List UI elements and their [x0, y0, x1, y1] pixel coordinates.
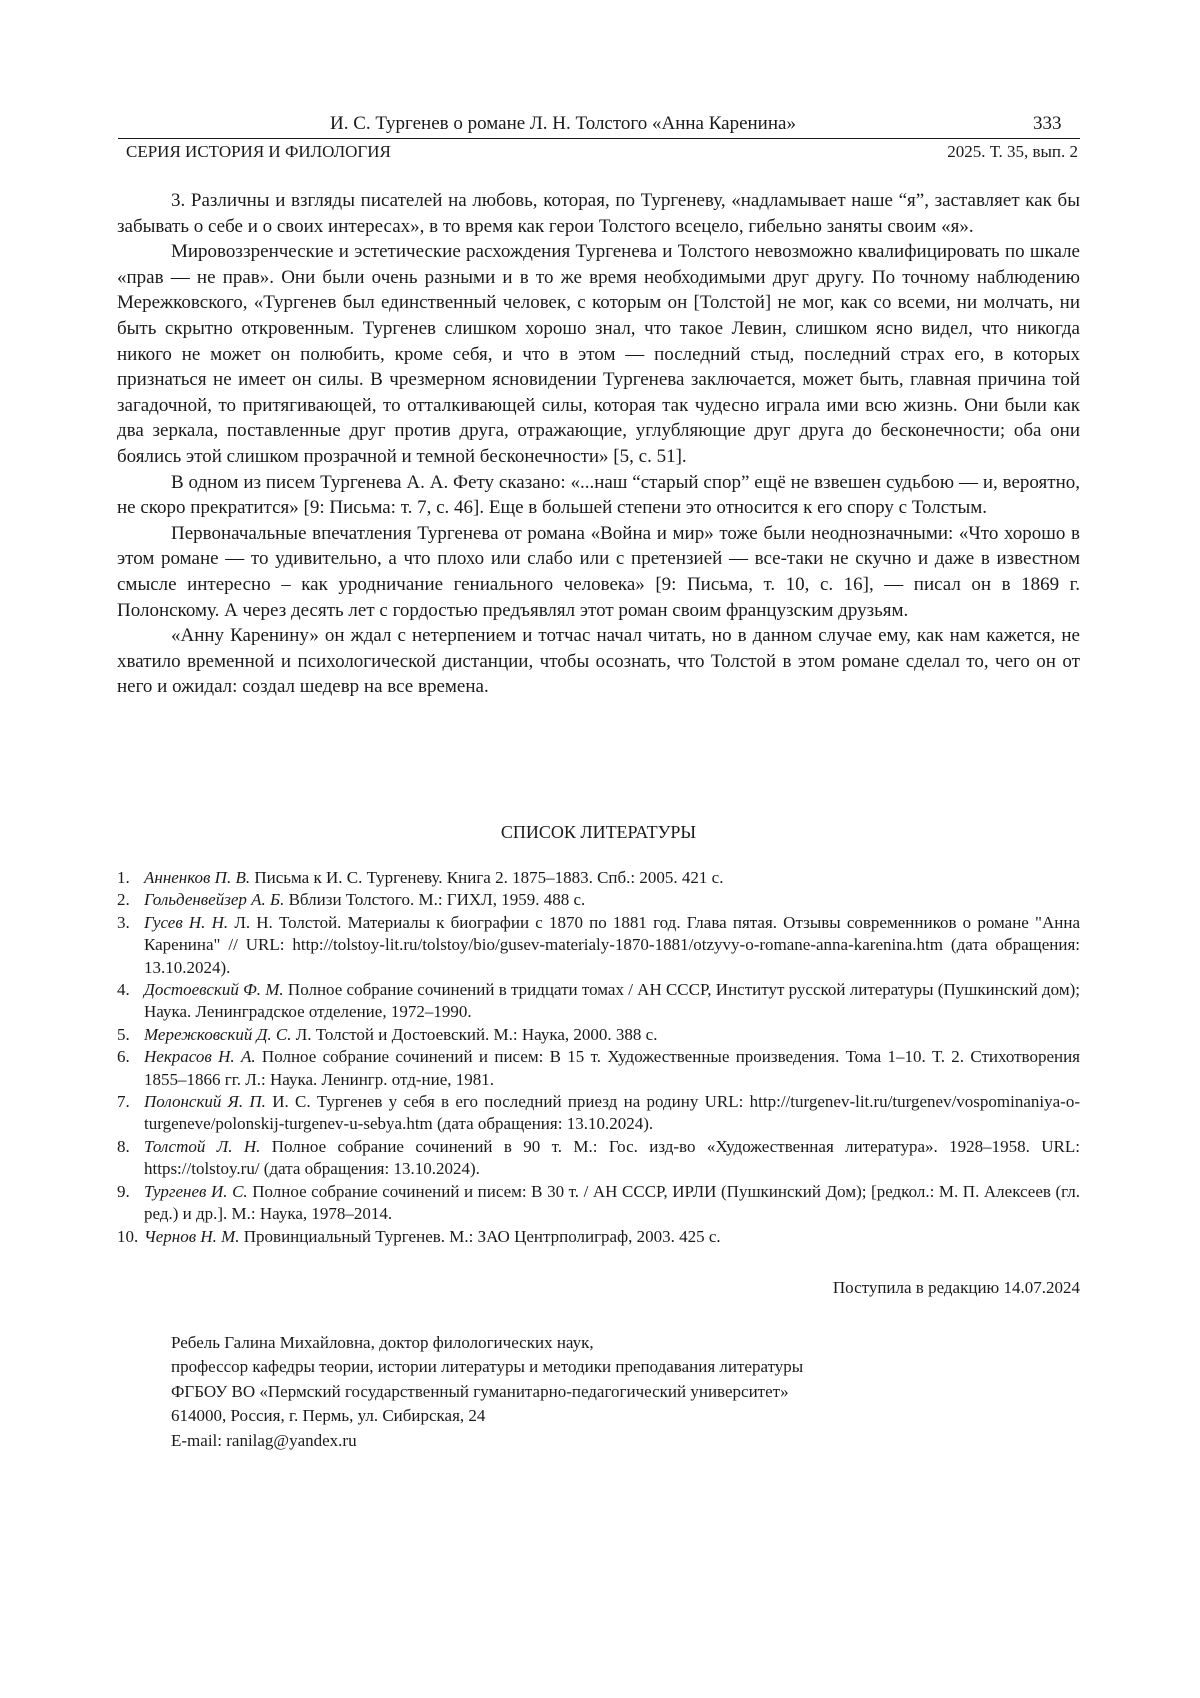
reference-item: [117, 867, 1080, 889]
reference-author: Чернов Н. М.: [144, 1226, 240, 1246]
reference-text: Полное собрание сочинений в 90 т. М.: Гос. изд-во «Художественная литература». 1928–1958. URL: https://tolstoy.ru/ (дата обращения: 13.10.2024).: [144, 1136, 1080, 1179]
page-number: 333: [1033, 113, 1062, 134]
reference-number: 6.: [117, 1047, 130, 1067]
author-line: ФГБОУ ВО «Пермский государственный гуманитарно-педагогический университет»: [171, 1381, 789, 1401]
reference-item: [117, 1136, 1080, 1181]
references-heading: СПИСОК ЛИТЕРАТУРЫ: [500, 822, 697, 842]
issue-info: 2025. Т. 35, вып. 2: [947, 142, 1078, 161]
author-line: 614000, Россия, г. Пермь, ул. Сибирская, 24: [171, 1406, 486, 1426]
body-paragraph: 3. Различны и взгляды писателей на любовь, которая, по Тургеневу, «надламывает наше “я”, заставляет как бы забывать о себе и о своих интересах», в то время как герои Толстого всецело, гибельно заняты своим «я».: [117, 190, 1080, 237]
reference-author: Мережковский Д. С.: [144, 1024, 292, 1044]
author-line: профессор кафедры теории, истории литературы и методики преподавания литературы: [171, 1357, 804, 1377]
body-paragraph: Мировоззренческие и эстетические расхождения Тургенева и Толстого невозможно квалифицировать по шкале «прав — не прав». Они были очень разными и в то же время необходимыми друг другу. По точному наблюдению Мережковского, «Тургенев был единственный человек, с которым он [Толстой] не мог, как со всеми, ни молчать, ни быть скрытно откровенным. Тургенев слишком хорошо знал, что такое Левин, слишком ясно видел, что никогда никого не может он полюбить, кроме себя, и что в этом — последний стыд, последний страх его, в которых признаться не имеет он силы. В чрезмерном ясновидении Тургенева заключается, может быть, главная причина той загадочной, то притягивающей, то отталкивающей силы, которая так чудесно играла ими всю жизнь. Они были как два зеркала, поставленные друг против друга, отражающие, углубляющие друг друга до бесконечности; оба они боялись этой слишком прозрачной и темной бесконечности» [5, с. 51].: [117, 241, 1080, 467]
reference-number: 5.: [117, 1024, 130, 1044]
reference-item: [117, 979, 1080, 1024]
received-date: Поступила в редакцию 14.07.2024: [832, 1278, 1080, 1297]
reference-text: Полное собрание сочинений и писем: В 30 т. / АН СССР, ИРЛИ (Пушкинский Дом); [редкол.: М. П. Алексеев (гл. ред.) и др.]. М.: Наука, 1978–2014.: [144, 1181, 1080, 1224]
reference-number: 7.: [117, 1092, 130, 1112]
author-info: [171, 1331, 803, 1453]
reference-text: Л. Толстой и Достоевский. М.: Наука, 2000. 388 с.: [291, 1024, 658, 1044]
reference-item: [117, 1091, 1080, 1136]
author-line: E-mail: ranilag@yandex.ru: [171, 1430, 357, 1450]
article-body: [117, 188, 1080, 700]
reference-item: [117, 1181, 1080, 1226]
reference-text: Полное собрание сочинений в тридцати томах / АН СССР, Институт русской литературы (Пушкинский дом); Наука. Ленинградское отделение, 1972–1990.: [144, 980, 1080, 1022]
reference-number: 8.: [117, 1136, 130, 1156]
reference-text: Письма к И. С. Тургеневу. Книга 2. 1875–1883. Спб.: 2005. 421 с.: [250, 868, 724, 887]
author-line: Ребель Галина Михайловна, доктор филологических наук,: [171, 1333, 594, 1352]
body-paragraph: «Анну Каренину» он ждал с нетерпением и тотчас начал читать, но в данном случае ему, как нам кажется, не хватило временной и психологической дистанции, чтобы осознать, что Толстой в этом романе сделал то, чего он от него и ожидал: создал шедевр на все времена.: [117, 625, 1080, 698]
reference-item: [117, 889, 1080, 911]
body-paragraph: Первоначальные впечатления Тургенева от романа «Война и мир» тоже были неоднозначными: «Что хорошо в этом романе — то удивительно, а что плохо или слабо или с претензией — все-таки не скучно и даже в известном смысле интересно – как уродничание гениального человека» [9: Письма, т. 10, с. 16], — писал он в 1869 г. Полонскому. А через десять лет с гордостью предъявлял этот роман своим французским друзьям.: [117, 522, 1080, 621]
reference-item: [117, 1226, 1080, 1248]
reference-author: Полонский Я. П.: [144, 1092, 266, 1112]
body-paragraph: В одном из писем Тургенева А. А. Фету сказано: «...наш “старый спор” ещё не взвешен судьбою — и, вероятно, не скоро прекратится» [9: Письма: т. 7, с. 46]. Еще в большей степени это относится к его спору с Толстым.: [117, 471, 1080, 519]
reference-text: Вблизи Толстого. М.: ГИХЛ, 1959. 488 с.: [284, 890, 586, 910]
reference-number: 4.: [117, 980, 130, 1000]
references-list: [117, 867, 1080, 1248]
reference-number: 9.: [117, 1181, 130, 1201]
reference-author: Тургенев И. С.: [144, 1181, 248, 1201]
reference-item: [117, 1024, 1080, 1046]
reference-author: Гольденвейзер А. Б.: [144, 890, 285, 910]
reference-number: 1.: [117, 868, 130, 887]
header-divider: [118, 138, 1080, 139]
reference-item: [117, 912, 1080, 979]
series-title: СЕРИЯ ИСТОРИЯ И ФИЛОЛОГИЯ: [126, 142, 391, 161]
reference-author: Достоевский Ф. М.: [144, 980, 284, 1000]
reference-author: Некрасов Н. А.: [144, 1047, 256, 1067]
reference-text: Л. Н. Толстой. Материалы к биографии с 1870 по 1881 год. Глава пятая. Отзывы современников о романе "Анна Каренина" // URL: http://tolstoy-lit.ru/tolstoy/bio/gusev-materialy-1870-1881/otzyvy-o-romane-anna-karenina.htm (дата обращения: 13.10.2024).: [144, 912, 1080, 977]
running-title: И. С. Тургенев о романе Л. Н. Толстого «Анна Каренина»: [330, 113, 796, 134]
reference-item: [117, 1046, 1080, 1091]
reference-number: 10.: [117, 1226, 139, 1246]
reference-author: Анненков П. В.: [144, 868, 251, 887]
reference-author: Толстой Л. Н.: [144, 1136, 261, 1156]
reference-number: 2.: [117, 890, 130, 910]
reference-text: Полное собрание сочинений и писем: В 15 т. Художественные произведения. Тома 1–10. Т. 2. Стихотворения 1855–1866 гг. Л.: Наука. Ленингр. отд-ние, 1981.: [144, 1047, 1081, 1089]
reference-author: Гусев Н. Н.: [144, 912, 229, 932]
reference-text: Провинциальный Тургенев. М.: ЗАО Центрполиграф, 2003. 425 с.: [239, 1226, 721, 1246]
reference-number: 3.: [117, 912, 130, 932]
reference-text: И. С. Тургенев у себя в его последний приезд на родину URL: http://turgenev-lit.ru/turgenev/vospominaniya-o-turgeneve/polonskij-turgenev-u-sebya.htm (дата обращения: 13.10.2024).: [144, 1092, 1080, 1134]
